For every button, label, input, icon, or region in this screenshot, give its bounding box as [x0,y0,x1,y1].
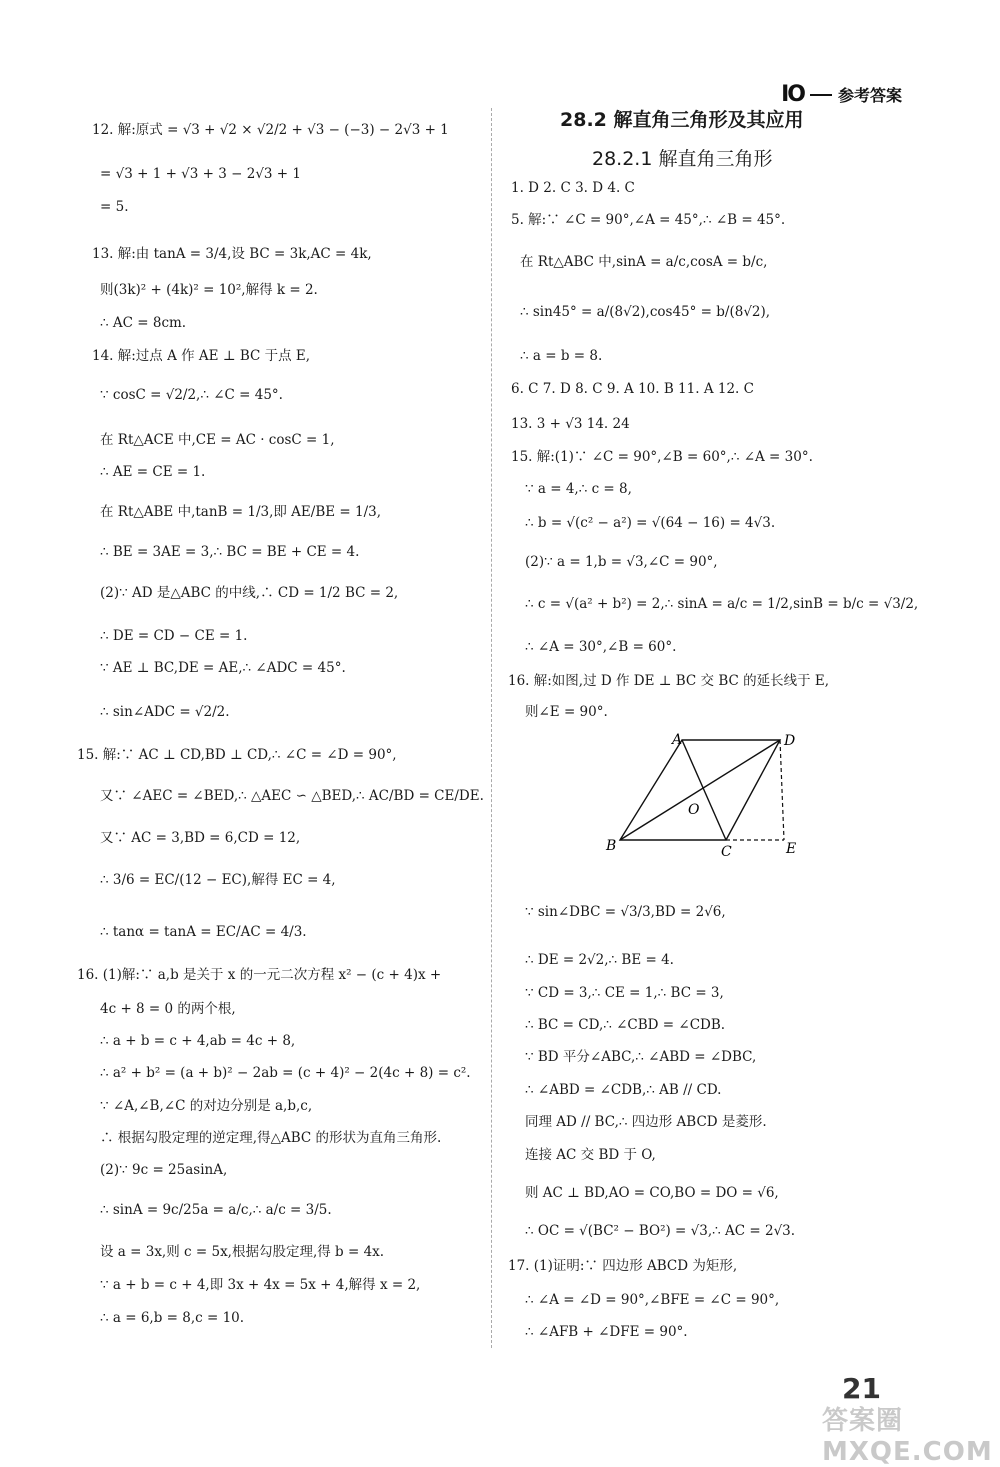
answer-line: 连接 AC 交 BD 于 O, [525,1147,656,1163]
answer-line: 14. 解:过点 A 作 AE ⊥ BC 于点 E, [92,348,311,364]
answer-line: ∵ a = 4,∴ c = 8, [525,481,632,497]
answer-line: ∵ a + b = c + 4,即 3x + 4x = 5x + 4,解得 x = 2, [100,1277,421,1293]
answer-line: ∴ sin∠ADC = √2/2. [100,704,230,720]
subsection-title: 28.2.1 解直角三角形 [592,148,773,170]
answer-line: (2)∵ 9c = 25asinA, [100,1162,228,1178]
label-b: B [606,838,617,854]
answer-line: ∴ ∠A = ∠D = 90°,∠BFE = ∠C = 90°, [525,1292,780,1308]
answer-line: ∴ OC = √(BC² − BO²) = √3,∴ AC = 2√3. [525,1223,796,1239]
answer-line: ∴ b = √(c² − a²) = √(64 − 16) = 4√3. [525,515,776,531]
diagonal-bd [620,740,780,840]
answer-line: 15. 解:∵ AC ⊥ CD,BD ⊥ CD,∴ ∠C = ∠D = 90°, [77,747,397,763]
answer-line: ∴ DE = CD − CE = 1. [100,628,248,644]
answer-line: ∴ 3/6 = EC/(12 − EC),解得 EC = 4, [100,872,336,888]
label-c: C [721,844,732,857]
answer-line: ∴ BC = CD,∴ ∠CBD = ∠CDB. [525,1017,726,1033]
answer-line: 13. 3 + √3 14. 24 [511,416,630,432]
answer-line: ∵ ∠A,∠B,∠C 的对边分别是 a,b,c, [100,1098,313,1114]
answer-line: 17. (1)证明:∵ 四边形 ABCD 为矩形, [508,1258,738,1274]
rhombus-figure [600,732,810,857]
header-title: 参考答案 [837,86,902,105]
answer-line: 6. C 7. D 8. C 9. A 10. B 11. A 12. C [511,381,754,397]
logo-icon: IO [781,82,804,107]
answer-line: (2)∵ a = 1,b = √3,∠C = 90°, [525,554,718,570]
answer-line: ∴ sin45° = a/(8√2),cos45° = b/(8√2), [520,304,771,320]
answer-line: 16. 解:如图,过 D 作 DE ⊥ BC 交 BC 的延长线于 E, [508,673,830,689]
answer-line: 12. 解:原式 = √3 + √2 × √2/2 + √3 − (−3) − 2√3 + 1 [92,122,449,138]
answer-line: 设 a = 3x,则 c = 5x,根据勾股定理,得 b = 4x. [100,1244,385,1260]
answer-line: 则∠E = 90°. [525,704,608,720]
label-a: A [672,732,683,748]
answer-line: 在 Rt△ABC 中,sinA = a/c,cosA = b/c, [520,254,768,270]
answer-line: ∴ ∠AFB + ∠DFE = 90°. [525,1324,688,1340]
answer-line: 又∵ AC = 3,BD = 6,CD = 12, [100,830,301,846]
answer-line: 13. 解:由 tanA = 3/4,设 BC = 3k,AC = 4k, [92,246,372,262]
answer-line: ∴ BE = 3AE = 3,∴ BC = BE + CE = 4. [100,544,360,560]
answer-line: ∴ a = b = 8. [520,348,603,364]
answer-line: ∴ ∠A = 30°,∠B = 60°. [525,639,677,655]
answer-line: ∵ BD 平分∠ABC,∴ ∠ABD = ∠DBC, [525,1049,757,1065]
answer-line: ∴ AE = CE = 1. [100,464,206,480]
answer-line: ∵ CD = 3,∴ CE = 1,∴ BC = 3, [525,985,724,1001]
watermark: 答案圈 MXQE.COM [822,1406,993,1467]
answer-line: ∵ sin∠DBC = √3/3,BD = 2√6, [525,904,726,920]
answer-line: ∴ 根据勾股定理的逆定理,得△ABC 的形状为直角三角形. [100,1130,442,1146]
answer-line: ∴ tanα = tanA = EC/AC = 4/3. [100,924,307,940]
label-d: D [784,733,796,749]
answer-line: ∴ c = √(a² + b²) = 2,∴ sinA = a/c = 1/2,sinB = b/c = √3/2, [525,596,919,612]
section-title: 28.2 解直角三角形及其应用 [560,109,804,131]
answer-line: (2)∵ AD 是△ABC 的中线,∴ CD = 1/2 BC = 2, [100,585,399,601]
label-o: O [688,802,700,818]
answer-line: ∴ ∠ABD = ∠CDB,∴ AB // CD. [525,1082,722,1098]
answer-line: 16. (1)解:∵ a,b 是关于 x 的一元二次方程 x² − (c + 4)x + [77,967,442,983]
answer-line: = √3 + 1 + √3 + 3 − 2√3 + 1 [100,166,302,182]
page-header [781,82,902,107]
answer-line: ∵ AE ⊥ BC,DE = AE,∴ ∠ADC = 45°. [100,660,346,676]
answer-line: ∴ DE = 2√2,∴ BE = 4. [525,952,674,968]
answer-line: ∵ cosC = √2/2,∴ ∠C = 45°. [100,387,283,403]
answer-line: 则 AC ⊥ BD,AO = CO,BO = DO = √6, [525,1185,779,1201]
answer-line: 则(3k)² + (4k)² = 10²,解得 k = 2. [100,282,318,298]
answer-line: 15. 解:(1)∵ ∠C = 90°,∠B = 60°,∴ ∠A = 30°. [511,449,813,465]
column-divider [491,108,492,1348]
answer-line: ∴ a + b = c + 4,ab = 4c + 8, [100,1033,296,1049]
answer-line: 5. 解:∵ ∠C = 90°,∠A = 45°,∴ ∠B = 45°. [511,212,786,228]
header-rule [810,94,832,96]
answer-line: 在 Rt△ACE 中,CE = AC · cosC = 1, [100,432,335,448]
answer-line: = 5. [100,199,129,215]
answer-line: 4c + 8 = 0 的两个根, [100,1001,236,1017]
answer-line: ∴ AC = 8cm. [100,315,187,331]
answer-line: 在 Rt△ABE 中,tanB = 1/3,即 AE/BE = 1/3, [100,504,382,520]
answer-line: 1. D 2. C 3. D 4. C [511,180,635,196]
answer-line: ∴ a² + b² = (a + b)² − 2ab = (c + 4)² − 2(4c + 8) = c². [100,1065,471,1081]
page-number: 21 [842,1372,881,1405]
answer-line: 又∵ ∠AEC = ∠BED,∴ △AEC ∽ △BED,∴ AC/BD = CE/DE. [100,788,484,804]
answer-line: ∴ a = 6,b = 8,c = 10. [100,1310,245,1326]
answer-line: 同理 AD // BC,∴ 四边形 ABCD 是菱形. [525,1114,767,1130]
perpendicular-de [780,740,784,840]
label-e: E [786,841,797,857]
diagonal-ac [682,740,726,840]
answer-line: ∴ sinA = 9c/25a = a/c,∴ a/c = 3/5. [100,1202,332,1218]
